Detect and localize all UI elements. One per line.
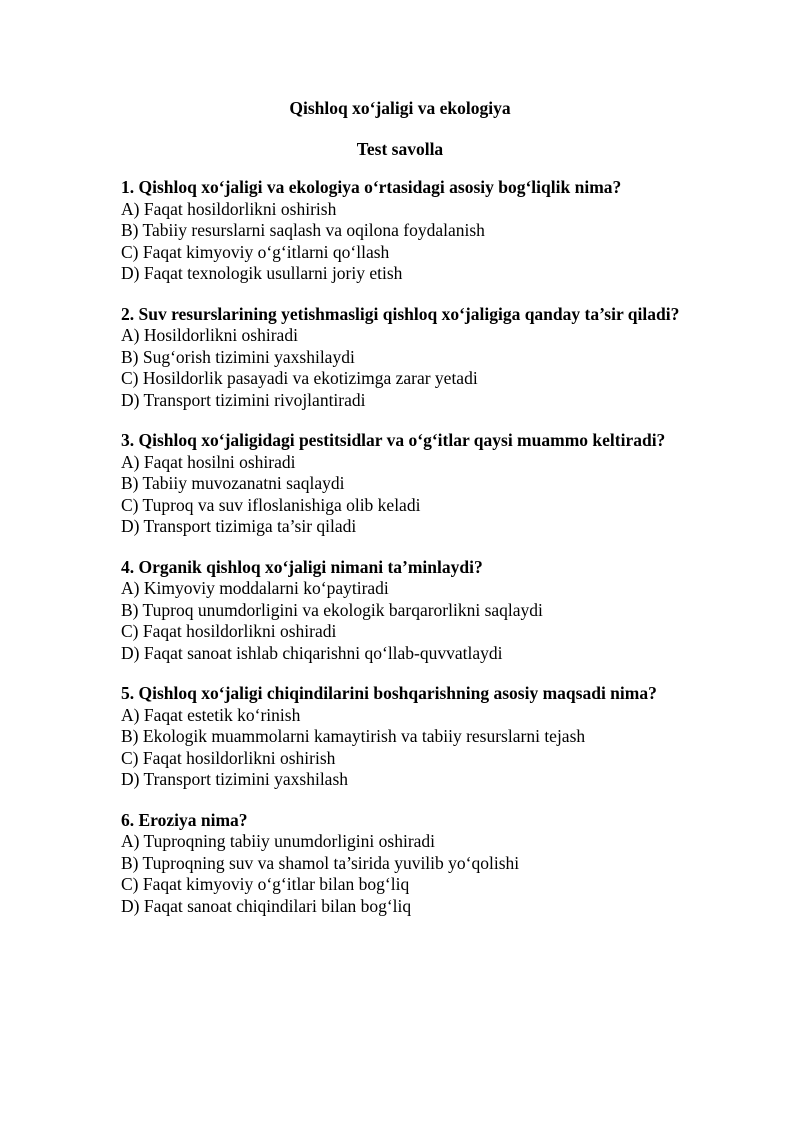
answer-option-b: B) Tabiiy muvozanatni saqlaydi <box>121 473 345 493</box>
question-6 <box>121 810 681 918</box>
question-text: 6. Eroziya nima? <box>121 809 248 830</box>
answer-option-d: D) Transport tizimini rivojlantiradi <box>121 389 366 410</box>
question-5 <box>121 683 681 791</box>
answer-option-a: A) Faqat estetik ko‘rinish <box>121 704 301 725</box>
answer-option-c: C) Hosildorlik pasayadi va ekotizimga zarar yetadi <box>121 368 478 388</box>
question-text: 2. Suv resurslarining yetishmasligi qishloq xo‘jaligiga qanday ta’sir qiladi? <box>121 303 680 324</box>
answer-option-a: A) Hosildorlikni oshiradi <box>121 325 298 345</box>
question-4 <box>121 557 681 665</box>
question-2 <box>121 304 681 412</box>
document-title: Qishloq xo‘jaligi va ekologiya <box>289 98 511 118</box>
answer-option-b: B) Ekologik muammolarni kamaytirish va tabiiy resurslarni tejash <box>121 726 586 746</box>
answer-option-b: B) Tuproqning suv va shamol ta’sirida yuvilib yo‘qolishi <box>121 852 520 873</box>
question-3 <box>121 430 681 538</box>
question-1 <box>121 177 681 285</box>
answer-option-c: C) Faqat hosildorlikni oshirish <box>121 747 336 768</box>
answer-option-d: D) Transport tizimiga ta’sir qiladi <box>121 516 357 536</box>
answer-option-b: B) Tabiiy resurslarni saqlash va oqilona foydalanish <box>121 220 485 240</box>
questions-list <box>121 177 681 936</box>
answer-option-a: A) Kimyoviy moddalarni ko‘paytiradi <box>121 578 389 598</box>
answer-option-d: D) Transport tizimini yaxshilash <box>121 769 349 789</box>
answer-option-c: C) Faqat kimyoviy o‘g‘itlarni qo‘llash <box>121 241 390 262</box>
answer-option-d: D) Faqat sanoat ishlab chiqarishni qo‘llab-quvvatlaydi <box>121 642 503 663</box>
answer-option-b: B) Sug‘orish tizimini yaxshilaydi <box>121 346 355 367</box>
answer-option-c: C) Faqat kimyoviy o‘g‘itlar bilan bog‘liq <box>121 874 410 894</box>
answer-option-d: D) Faqat sanoat chiqindilari bilan bog‘liq <box>121 895 412 916</box>
answer-option-c: C) Tuproq va suv ifloslanishiga olib keladi <box>121 494 421 515</box>
answer-option-a: A) Faqat hosilni oshiradi <box>121 451 296 472</box>
question-text: 1. Qishloq xo‘jaligi va ekologiya o‘rtasidagi asosiy bog‘liqlik nima? <box>121 177 622 197</box>
question-text: 4. Organik qishloq xo‘jaligi nimani ta’minlaydi? <box>121 556 483 577</box>
answer-option-a: A) Faqat hosildorlikni oshirish <box>121 198 337 219</box>
document-subtitle: Test savolla <box>356 139 444 159</box>
answer-option-b: B) Tuproq unumdorligini va ekologik barqarorlikni saqlaydi <box>121 599 543 620</box>
answer-option-a: A) Tuproqning tabiiy unumdorligini oshiradi <box>121 831 436 851</box>
answer-option-c: C) Faqat hosildorlikni oshiradi <box>121 621 337 641</box>
question-text: 5. Qishloq xo‘jaligi chiqindilarini boshqarishning asosiy maqsadi nima? <box>121 683 657 703</box>
answer-option-d: D) Faqat texnologik usullarni joriy etish <box>121 263 403 283</box>
question-text: 3. Qishloq xo‘jaligidagi pestitsidlar va o‘g‘itlar qaysi muammo keltiradi? <box>121 430 666 450</box>
